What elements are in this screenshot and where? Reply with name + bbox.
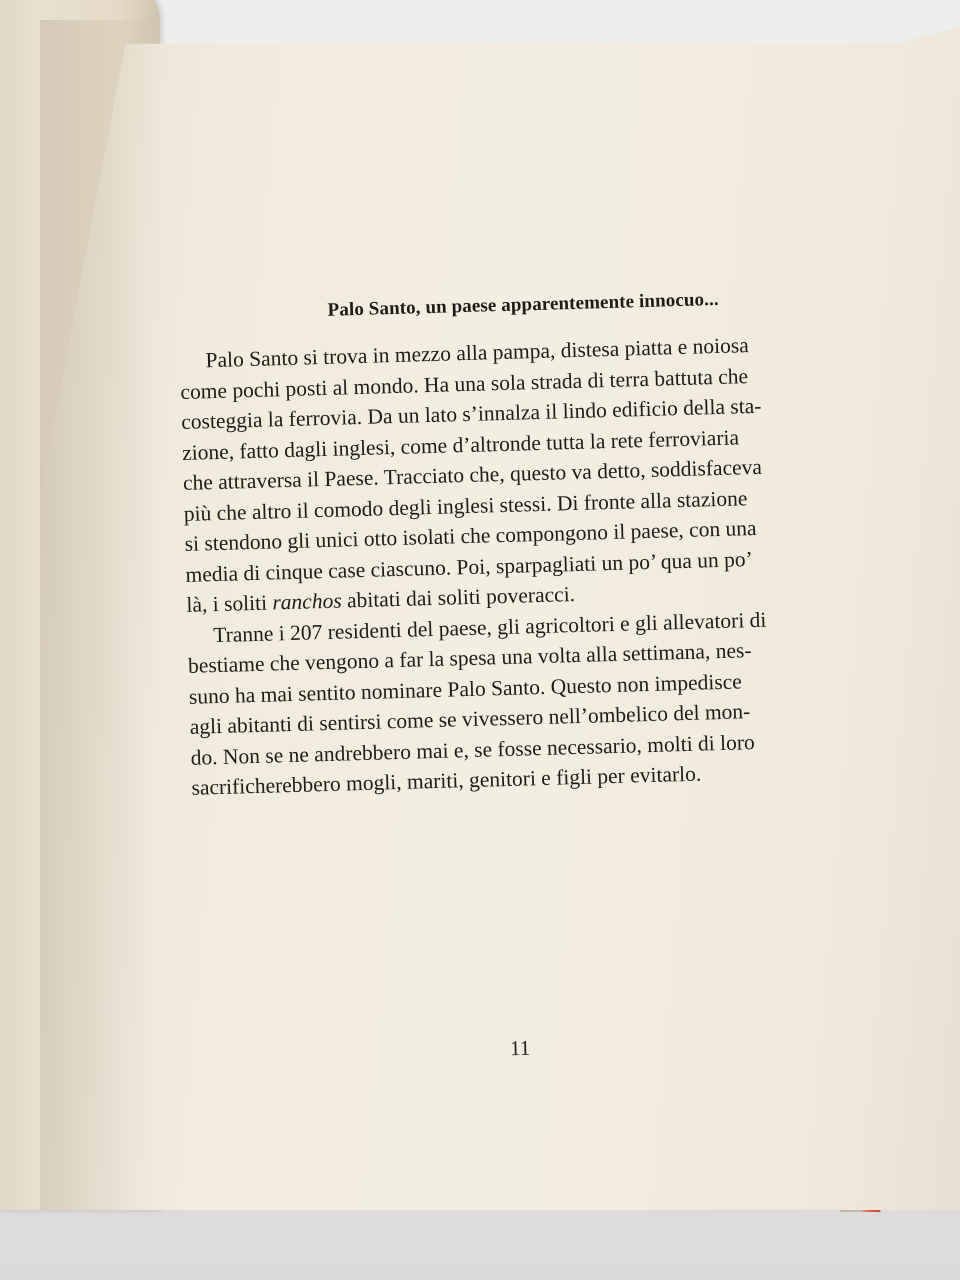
chapter-heading: Palo Santo, un paese apparentemente innocuo... [327, 288, 719, 321]
text-line: come pochi posti al mondo. Ha una sola strada di terra battuta che [180, 363, 749, 404]
text-line: costeggia la ferrovia. Da un lato s’innalza il lindo edificio della sta- [180, 393, 762, 434]
text-fragment: abitati dai soliti poveracci. [341, 582, 576, 613]
chapter-text [178, 286, 832, 803]
text-line: agli abitanti di sentirsi come se vivessero nell’ombelico del mon- [189, 699, 751, 739]
text-line: si stendono gli unici otto isolati che compongono il paese, con una [184, 515, 757, 556]
text-fragment: là, i soliti [186, 590, 273, 617]
text-line: do. Non se ne andrebbero mai e, se fosse necessario, molti di loro [190, 729, 755, 770]
text-line: bestiame che vengono a far la spesa una volta alla settimana, nes- [187, 638, 752, 678]
text-line: media di cinque case ciascuno. Poi, sparpagliati un po’ qua un po’ [185, 546, 754, 587]
paragraph-1 [179, 328, 826, 620]
text-line: Palo Santo si trova in mezzo alla pampa, distesa piatta e noiosa [205, 333, 750, 373]
text-line: sacrificherebbero mogli, mariti, genitori e figli per evitarlo. [191, 761, 702, 800]
text-line: che attraversa il Paese. Tracciato che, questo va detto, soddisfaceva [182, 454, 763, 495]
text-line: più che altro il comodo degli inglesi stessi. Di fronte alla stazione [183, 485, 748, 526]
page-number: 11 [509, 1035, 531, 1061]
paragraph-2 [187, 603, 832, 804]
text-line: Tranne i 207 residenti del paese, gli agricoltori e gli allevatori di [212, 607, 767, 647]
text-line: suno ha mai sentito nominare Palo Santo. Questo non impedisce [188, 668, 743, 709]
italic-term: ranchos [272, 588, 342, 615]
text-line: zione, fatto dagli inglesi, come d’altronde tutta la rete ferroviaria [181, 424, 740, 465]
